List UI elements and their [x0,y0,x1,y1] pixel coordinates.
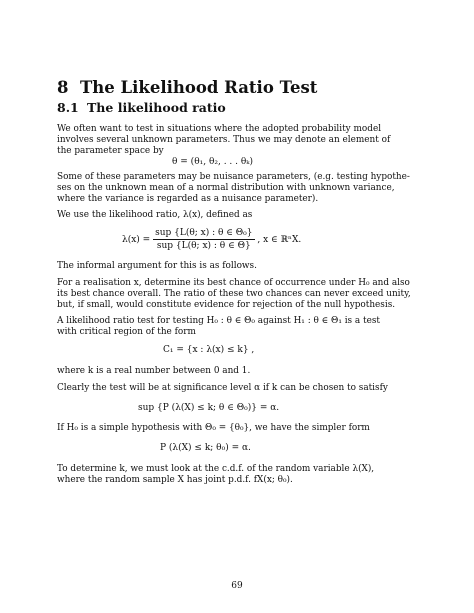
equation-likelihood-ratio [122,228,301,251]
paragraph-line: Some of these parameters may be nuisance parameters, (e.g. testing hypothe- [57,172,410,182]
equation-theta-vector: θ = (θ₁, θ₂, . . . θₖ) [172,157,254,167]
fraction-denominator: sup {L(θ; x) : θ ∈ Θ} [156,241,251,251]
paragraph-line: ses on the unknown mean of a normal distribution with unknown variance, [57,183,395,193]
page-number: 69 [231,581,243,591]
paragraph-line: where the variance is regarded as a nuisance parameter). [57,194,319,204]
section-heading [57,78,317,97]
equation-lhs: λ(x) = [122,235,151,245]
subsection-heading [57,100,226,115]
paragraph-line: To determine k, we must look at the c.d.f. of the random variable λ(X), [57,464,375,474]
paragraph-line: its best chance overall. The ratio of these two chances can never exceed unity, [57,289,411,299]
paragraph-line: We use the likelihood ratio, λ(x), defined as [57,210,253,220]
paragraph-line: We often want to test in situations where the adopted probability model [57,124,382,134]
paragraph-line: where the random sample X has joint p.d.f. fX(x; θ₀). [57,475,293,485]
equation-critical-region: C₁ = {x : λ(x) ≤ k} , [163,345,255,355]
paragraph-line: The informal argument for this is as follows. [57,261,257,271]
paragraph-line: but, if small, would constitute evidence for rejection of the null hypothesis. [57,300,396,310]
paragraph-line: Clearly the test will be at significance level α if k can be chosen to satisfy [57,383,388,393]
paragraph-line: involves several unknown parameters. Thus we may denote an element of [57,135,391,145]
fraction-numerator: sup {L(θ; x) : θ ∈ Θ₀} [155,228,253,238]
paragraph-line: If H₀ is a simple hypothesis with Θ₀ = {θ₀}, we have the simpler form [57,423,370,433]
equation-significance-level: sup {P (λ(X) ≤ k; θ ∈ Θ₀)} = α. [138,403,280,413]
paragraph-line: where k is a real number between 0 and 1. [57,366,251,376]
equation-simple-hypothesis: P (λ(X) ≤ k; θ₀) = α. [160,443,251,453]
section-number: 8 [57,78,69,97]
subsection-title: The likelihood ratio [87,100,226,115]
equation-rhs: , x ∈ ℝⁿX. [257,235,302,245]
paragraph-line: For a realisation x, determine its best chance of occurrence under H₀ and also [57,278,410,288]
paragraph-line: A likelihood ratio test for testing H₀ : θ ∈ Θ₀ against H₁ : θ ∈ Θ₁ is a test [57,316,380,326]
paragraph-line: the parameter space by [57,146,164,156]
subsection-number: 8.1 [57,100,79,115]
equation-fraction [153,228,254,251]
paragraph-line: with critical region of the form [57,327,196,337]
section-title: The Likelihood Ratio Test [80,78,318,97]
